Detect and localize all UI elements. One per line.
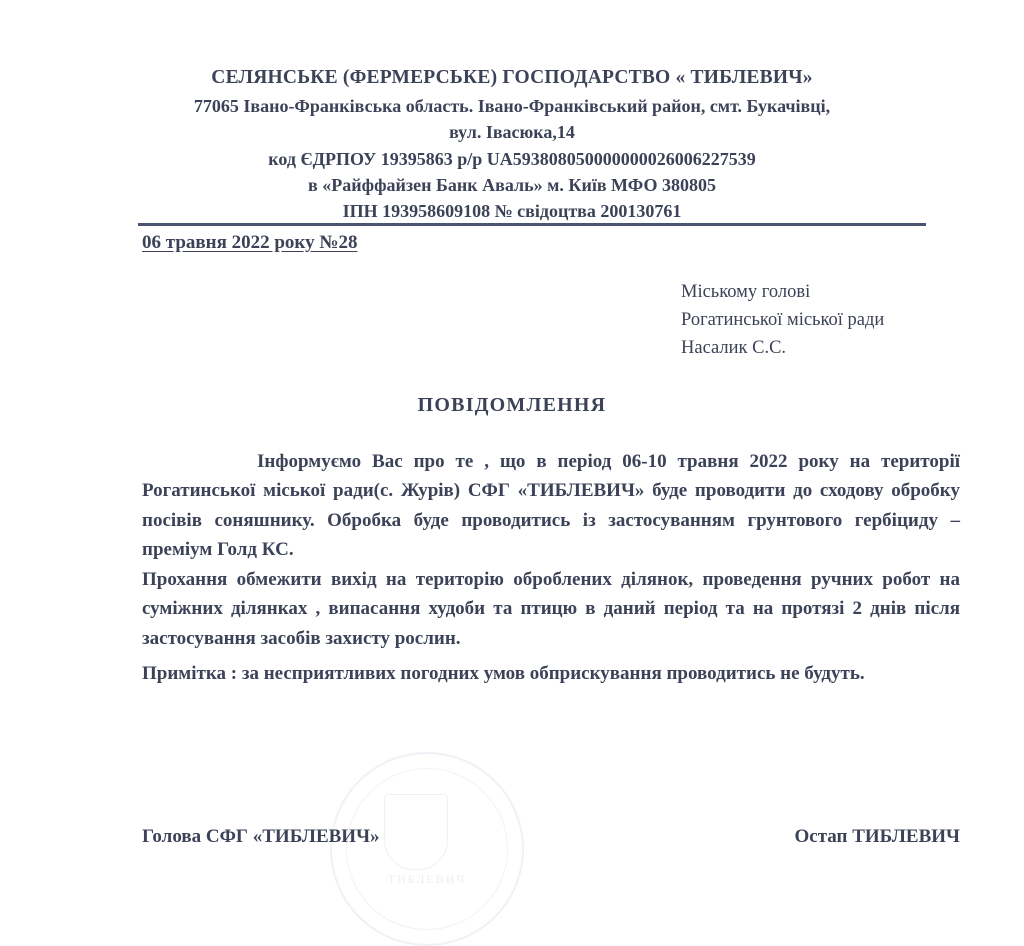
letterhead: [0, 64, 1024, 225]
body-paragraph-1: Інформуємо Вас про те , що в період 06-10 травня 2022 року на території Рогатинської міської ради(с. Журів) СФГ «ТИБЛЕВИЧ» буде проводити до сходову обробку посівів соняшнику. Обробка буде проводитись із застосуванням грунтового гербіциду –преміум Голд КС.: [142, 451, 960, 561]
addressee-name: Насалик С.С.: [681, 338, 787, 359]
company-edrpou-iban: код ЄДРПОУ 19395863 р/р UA593808050000000026006227539: [268, 148, 756, 169]
addressee-role: Міському голові: [681, 282, 811, 302]
company-tax-id: ІПН 193958609108 № свідоцтва 200130761: [342, 201, 682, 222]
signer-role: Голова СФГ «ТИБЛЕВИЧ»: [142, 826, 380, 847]
document-title: ПОВІДОМЛЕННЯ: [417, 394, 607, 416]
document-date-number: 06 травня 2022 року №28: [142, 232, 358, 253]
header-divider: [138, 223, 926, 226]
company-street: вул. Івасюка,14: [449, 122, 575, 143]
company-address: 77065 Івано-Франківська область. Івано-Франківський район, смт. Букачівці,: [193, 95, 831, 116]
company-name: СЕЛЯНСЬКЕ (ФЕРМЕРСЬКЕ) ГОСПОДАРСТВО « ТИБЛЕВИЧ»: [211, 67, 813, 88]
signature-block: [142, 826, 960, 848]
stamp-caption: ТИБЛЕВИЧ: [387, 872, 467, 886]
body-paragraph-2: Прохання обмежити вихід на територію оброблених ділянок, проведення ручних робот на суміжних ділянках , випасання худоби та птицю в даний період та на протязі 2 днів після застосування засобів захисту рослин.: [142, 568, 960, 649]
company-bank: в «Райффайзен Банк Аваль» м. Київ МФО 380805: [308, 175, 716, 196]
document-note: Примітка : за несприятливих погодних умов обприскування проводитись не будуть.: [142, 663, 865, 684]
company-stamp-impression: [330, 752, 524, 946]
document-body: [142, 447, 960, 653]
addressee-organization: Рогатинської міської ради: [681, 310, 885, 331]
signer-name: Остап ТИБЛЕВИЧ: [794, 826, 960, 847]
addressee-block: [681, 278, 884, 362]
